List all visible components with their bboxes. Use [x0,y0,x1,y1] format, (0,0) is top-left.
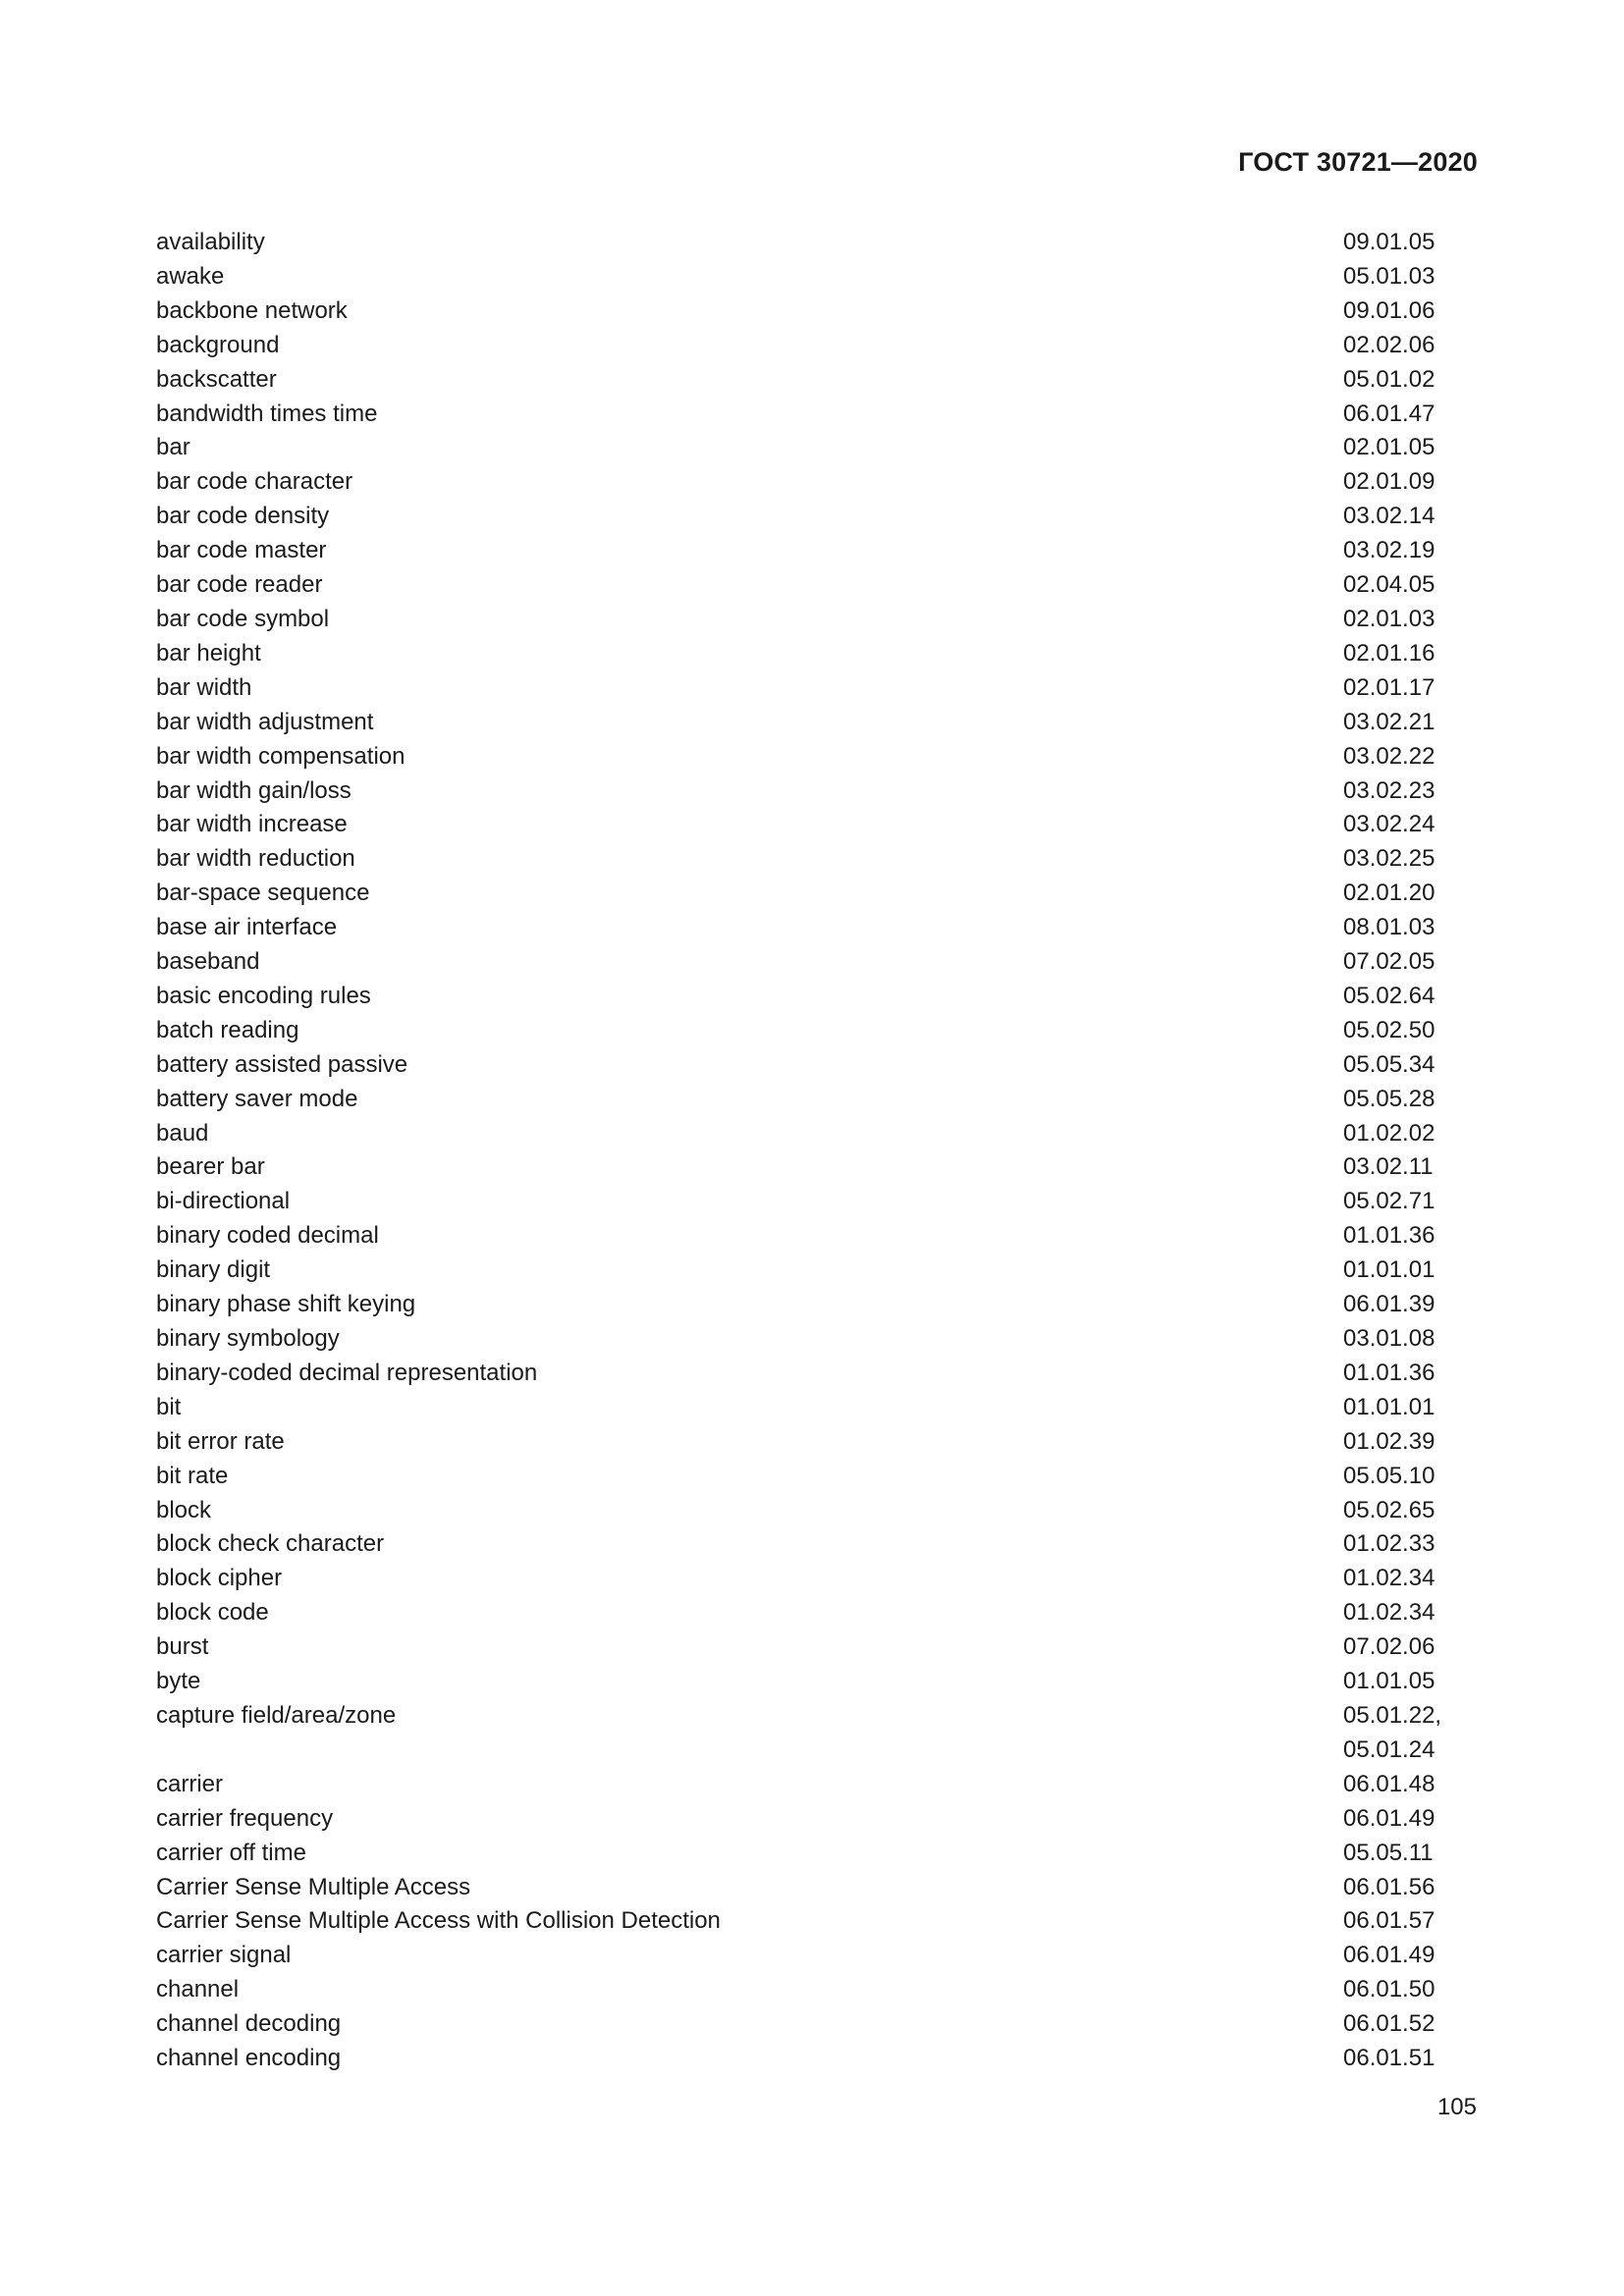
index-term: block cipher [156,1565,283,1592]
reference-number: 06.01.39 [1343,1291,1435,1318]
index-entry [156,1391,1467,1425]
reference-number: 03.02.22 [1343,742,1435,770]
index-term: binary-coded decimal representation [156,1359,538,1386]
index-reference [1343,1699,1467,1768]
index-entry [156,1802,1467,1837]
index-term: Carrier Sense Multiple Access with Collision Detection [156,1907,721,1935]
index-entry [156,1768,1467,1802]
index-term: bar width compensation [156,742,406,770]
index-term: bar code reader [156,571,323,599]
index-reference [1343,1254,1467,1288]
index-entry [156,1083,1467,1117]
index-term: binary coded decimal [156,1222,379,1250]
index-term: bar code character [156,468,353,496]
index-entry [156,740,1467,774]
reference-number: 05.01.03 [1343,262,1435,290]
index-reference [1343,980,1467,1014]
index-term: bar width [156,673,252,701]
reference-number: 09.01.05 [1343,229,1435,255]
reference-number: 01.01.05 [1343,1668,1435,1695]
index-reference [1343,1973,1467,2007]
reference-number: 03.02.11 [1343,1153,1434,1181]
reference-number: 09.01.06 [1343,296,1435,324]
index-reference [1343,740,1467,774]
index-term: background [156,331,280,358]
page-number: 105 [1436,2094,1477,2120]
index-entry [156,329,1467,363]
index-reference [1343,294,1467,329]
reference-number: 02.01.20 [1343,880,1435,907]
index-term: base air interface [156,914,338,941]
index-reference [1343,877,1467,911]
index-reference [1343,1562,1467,1596]
index-reference [1343,1665,1467,1699]
reference-number: 05.01.24 [1343,1735,1435,1763]
reference-number: 05.02.65 [1343,1496,1435,1523]
index-entry [156,1425,1467,1460]
index-reference [1343,398,1467,432]
index-reference [1343,1150,1467,1185]
reference-number: 02.04.05 [1343,571,1435,599]
index-entry [156,1837,1467,1871]
index-term: bar [156,434,190,461]
page-header: ГОСТ 30721—2020 [1238,147,1478,177]
index-reference [1343,1048,1467,1083]
index-term: carrier signal [156,1942,292,1969]
index-reference [1343,603,1467,637]
index-reference [1343,1837,1467,1871]
index-entry [156,500,1467,534]
index-reference [1343,945,1467,980]
reference-number: 06.01.49 [1343,1804,1435,1832]
index-entry [156,398,1467,432]
index-term: block [156,1496,212,1523]
index-entry [156,980,1467,1014]
index-term: block code [156,1599,269,1627]
index-term: channel decoding [156,2010,342,2038]
index-reference [1343,1630,1467,1665]
index-entry [156,2042,1467,2076]
reference-number: 03.02.24 [1343,811,1435,838]
index-entry [156,1117,1467,1151]
index-reference [1343,842,1467,877]
index-term: backbone network [156,296,348,324]
index-reference [1343,2007,1467,2042]
index-reference [1343,706,1467,740]
index-entry [156,534,1467,568]
reference-number: 03.02.21 [1343,708,1435,735]
index-entry [156,706,1467,740]
index-reference [1343,637,1467,671]
index-term: Carrier Sense Multiple Access [156,1873,471,1900]
index-term: carrier off time [156,1839,306,1866]
index-entry [156,568,1467,603]
index-reference [1343,500,1467,534]
index-entry [156,1973,1467,2007]
reference-number: 05.02.50 [1343,1016,1435,1043]
reference-number: 01.02.02 [1343,1119,1435,1147]
index-reference [1343,1494,1467,1528]
index-reference [1343,260,1467,294]
index-entry [156,1494,1467,1528]
index-term: bar code density [156,503,330,530]
index-reference [1343,1322,1467,1357]
reference-number: 01.02.34 [1343,1565,1435,1592]
index-reference [1343,1425,1467,1460]
index-term: bit error rate [156,1427,285,1455]
index-entry [156,363,1467,398]
reference-number: 05.02.71 [1343,1188,1435,1215]
reference-number: 02.02.06 [1343,331,1435,358]
reference-number: 05.05.10 [1343,1462,1435,1489]
reference-number: 06.01.49 [1343,1942,1435,1969]
index-reference [1343,808,1467,842]
reference-number: 03.02.25 [1343,845,1435,873]
index-term: bar code master [156,537,327,564]
index-entry [156,431,1467,465]
index-reference [1343,1014,1467,1048]
reference-number: 08.01.03 [1343,914,1435,941]
index-entry [156,260,1467,294]
index-reference [1343,1802,1467,1837]
index-entry [156,1527,1467,1562]
index-reference [1343,671,1467,706]
index-entry [156,1562,1467,1596]
reference-number: 05.05.34 [1343,1050,1435,1078]
reference-number: 05.05.28 [1343,1085,1435,1112]
index-term: baud [156,1119,209,1147]
index-entry [156,1357,1467,1391]
index-entry [156,671,1467,706]
reference-number: 01.01.36 [1343,1222,1435,1250]
index-entry [156,1254,1467,1288]
index-reference [1343,1596,1467,1630]
index-term: backscatter [156,365,277,393]
index-entry [156,465,1467,500]
index-reference [1343,1357,1467,1391]
index-reference [1343,534,1467,568]
index-entry [156,1288,1467,1322]
index-entry [156,774,1467,809]
index-entry [156,1665,1467,1699]
reference-number: 07.02.05 [1343,948,1435,976]
index-entry [156,1185,1467,1219]
index-term: binary phase shift keying [156,1291,416,1318]
index-entry [156,1596,1467,1630]
reference-number: 06.01.56 [1343,1873,1435,1900]
reference-number: 03.02.23 [1343,776,1435,804]
index-reference [1343,1527,1467,1562]
index-term: bar code symbol [156,605,330,632]
index-entry [156,1904,1467,1939]
index-entry [156,1871,1467,1905]
index-entry [156,294,1467,329]
reference-number: 05.05.11 [1343,1839,1434,1866]
index-entry [156,808,1467,842]
index-entry [156,1219,1467,1254]
index-entry [156,911,1467,945]
index-reference [1343,1939,1467,1973]
reference-number: 02.01.17 [1343,673,1435,701]
index-entry [156,603,1467,637]
index-term: bar width reduction [156,845,355,873]
index-term: basic encoding rules [156,982,371,1009]
index-reference [1343,1460,1467,1494]
index-entry [156,1014,1467,1048]
index-entry [156,1322,1467,1357]
reference-number: 02.01.09 [1343,468,1435,496]
reference-number: 01.02.33 [1343,1530,1435,1558]
reference-number: 03.02.14 [1343,503,1435,530]
index-term: battery saver mode [156,1085,358,1112]
index-reference [1343,2042,1467,2076]
index-term: batch reading [156,1016,299,1043]
index-entry [156,842,1467,877]
reference-number: 06.01.50 [1343,1976,1435,2003]
index-term: bar width increase [156,811,348,838]
index-reference [1343,1904,1467,1939]
index-term: bar width adjustment [156,708,374,735]
index-term: burst [156,1633,209,1661]
reference-number: 01.01.01 [1343,1256,1435,1284]
index-term: bit rate [156,1462,229,1489]
index-reference [1343,465,1467,500]
index-term: awake [156,262,225,290]
reference-number: 06.01.47 [1343,400,1435,427]
index-entry [156,945,1467,980]
index-term: channel encoding [156,2045,342,2072]
index-reference [1343,226,1467,260]
index-term: bi-directional [156,1188,291,1215]
reference-number: 05.01.22, [1343,1701,1442,1729]
index-entry [156,1460,1467,1494]
reference-number: 03.02.19 [1343,537,1435,564]
index-reference [1343,1185,1467,1219]
reference-number: 03.01.08 [1343,1325,1435,1352]
index-reference [1343,1083,1467,1117]
index-entry [156,637,1467,671]
reference-number: 02.01.05 [1343,434,1435,461]
reference-number: 01.01.36 [1343,1359,1435,1386]
index-term: capture field/area/zone [156,1701,397,1729]
index-term: carrier frequency [156,1804,334,1832]
index-term: baseband [156,948,260,976]
index-term: binary symbology [156,1325,340,1352]
index-entry [156,1939,1467,1973]
index-term: channel [156,1976,240,2003]
index-term: bar width gain/loss [156,776,352,804]
index-reference [1343,568,1467,603]
index-term: bandwidth times time [156,400,378,427]
reference-number: 06.01.57 [1343,1907,1435,1935]
index-reference [1343,1219,1467,1254]
index-term: bit [156,1393,182,1420]
index-entry [156,1150,1467,1185]
index-reference [1343,363,1467,398]
index-term: binary digit [156,1256,271,1284]
index-reference [1343,1871,1467,1905]
index-term: availability [156,229,265,255]
index-term: byte [156,1668,201,1695]
reference-number: 05.01.02 [1343,365,1435,393]
reference-number: 02.01.16 [1343,639,1435,667]
index-term: bar-space sequence [156,880,370,907]
index-reference [1343,329,1467,363]
index-reference [1343,1768,1467,1802]
index-entry [156,877,1467,911]
index-reference [1343,774,1467,809]
index-reference [1343,431,1467,465]
index-term: block check character [156,1530,385,1558]
reference-number: 02.01.03 [1343,605,1435,632]
reference-number: 01.02.39 [1343,1427,1435,1455]
index-term: bearer bar [156,1153,265,1181]
reference-number: 07.02.06 [1343,1633,1435,1661]
index-reference [1343,1288,1467,1322]
index-entry [156,1048,1467,1083]
index-list [156,226,1467,2076]
index-term: carrier [156,1770,224,1797]
index-term: battery assisted passive [156,1050,408,1078]
index-entry [156,1630,1467,1665]
index-reference [1343,1117,1467,1151]
index-reference [1343,1391,1467,1425]
index-entry [156,1699,1467,1768]
reference-number: 06.01.52 [1343,2010,1435,2038]
index-entry [156,2007,1467,2042]
reference-number: 01.02.34 [1343,1599,1435,1627]
reference-number: 06.01.48 [1343,1770,1435,1797]
reference-number: 05.02.64 [1343,982,1435,1009]
index-reference [1343,911,1467,945]
index-entry [156,226,1467,260]
index-term: bar height [156,639,261,667]
reference-number: 06.01.51 [1343,2045,1435,2072]
reference-number: 01.01.01 [1343,1393,1435,1420]
